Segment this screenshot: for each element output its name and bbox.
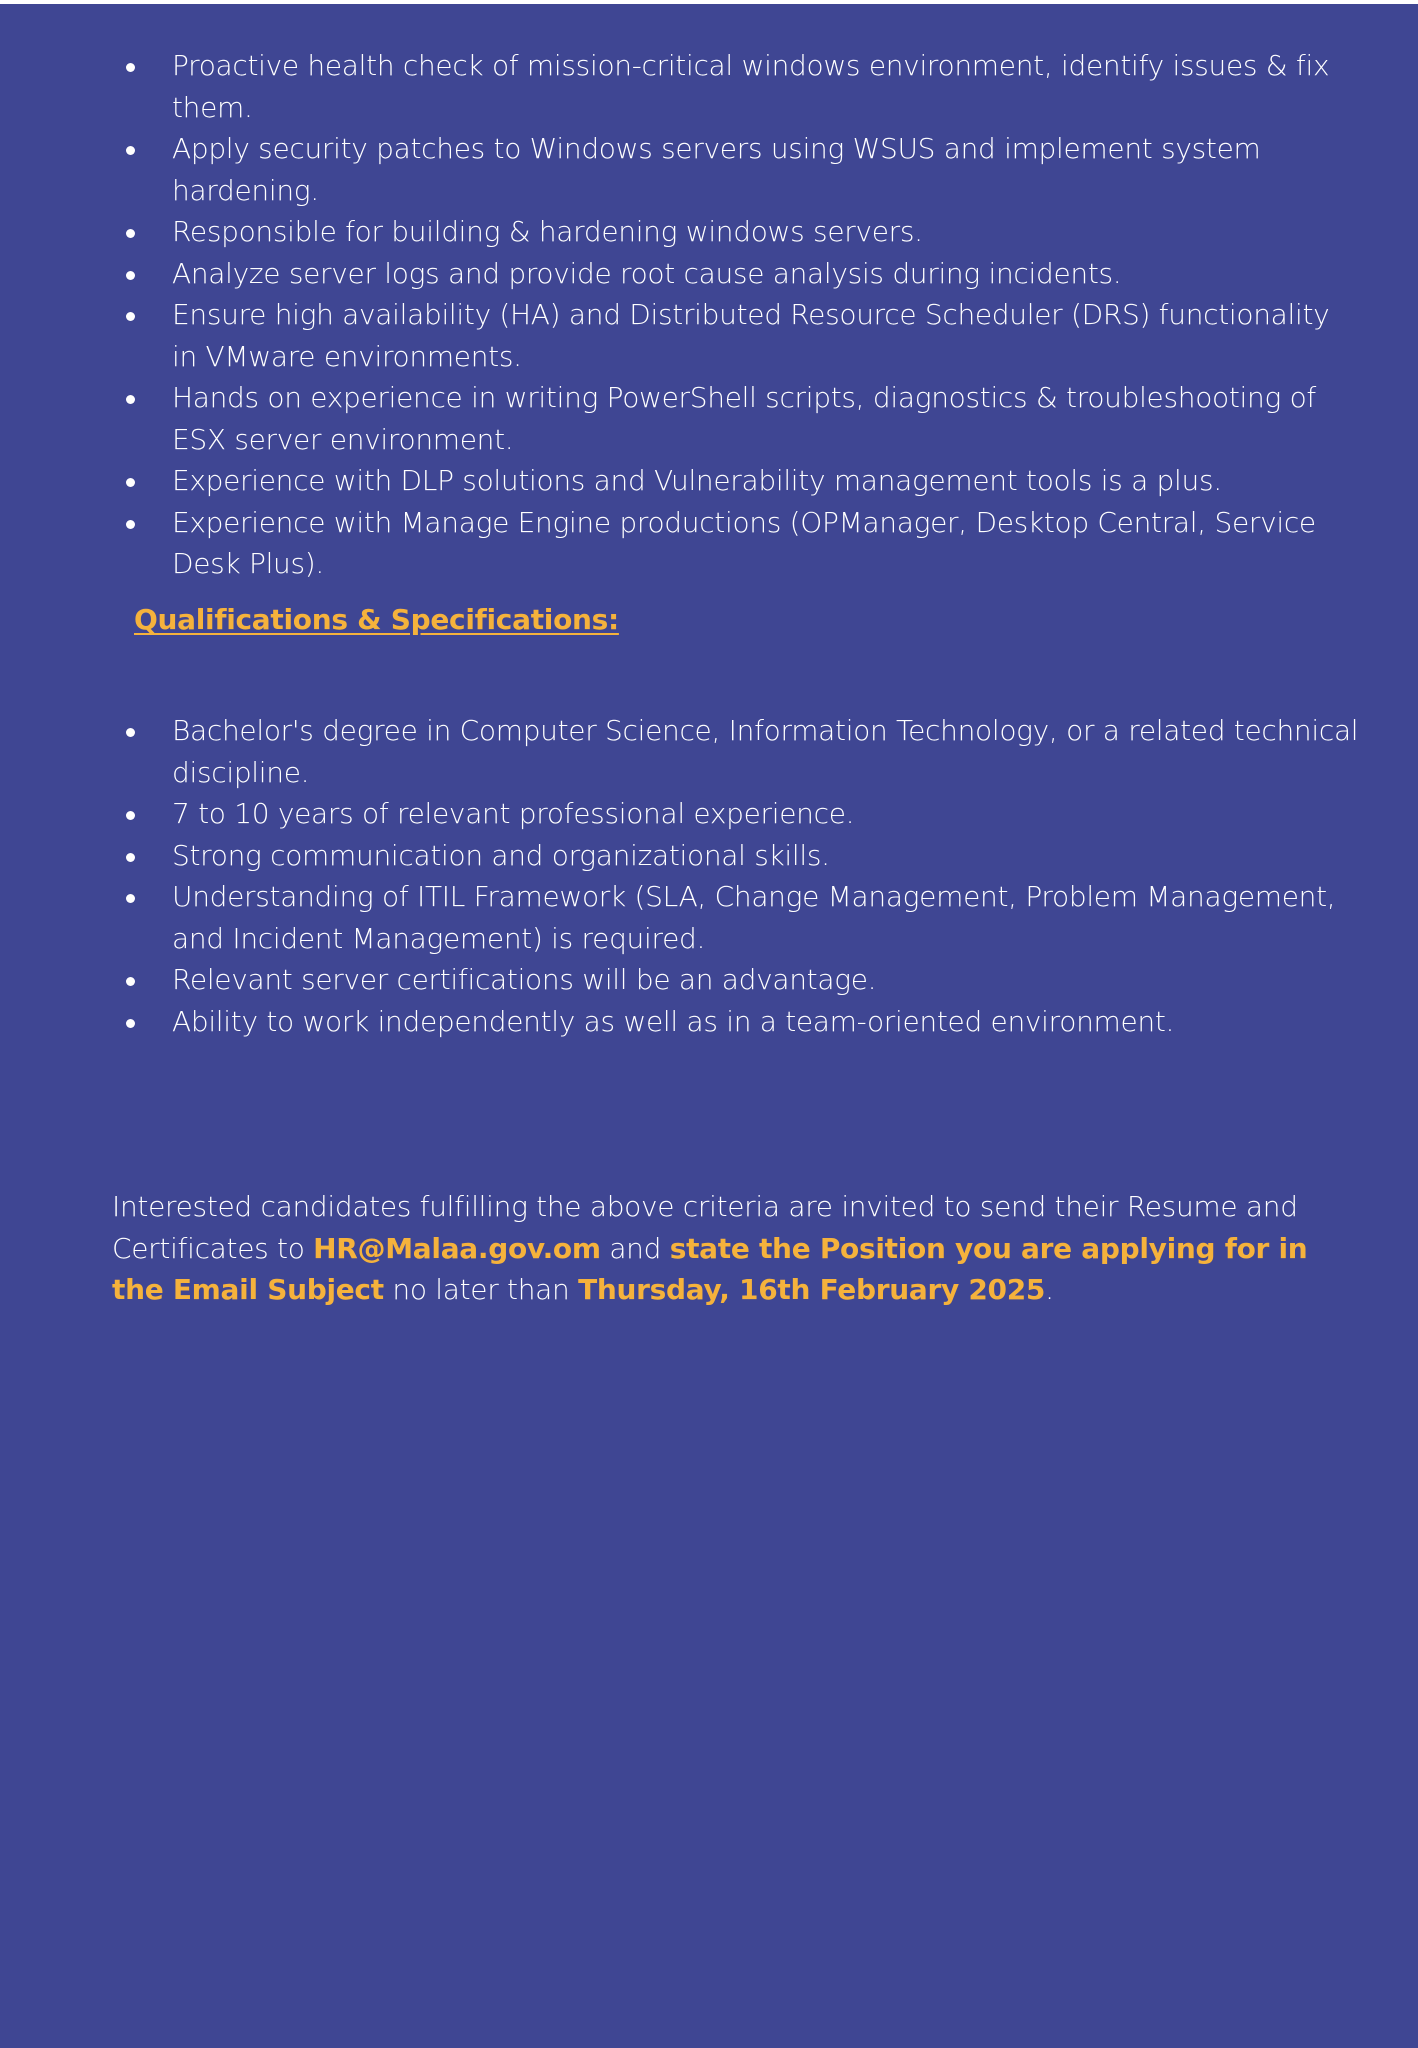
list-item: Strong communication and organizational skills. (112, 835, 1362, 877)
list-item: Understanding of ITIL Framework (SLA, Change Management, Problem Management, and Incident Management) is required. (112, 876, 1362, 959)
duties-list (112, 45, 1362, 585)
closing-intro: Interested candidates fulfilling the above criteria are invited to send their Resume and Certificates to (112, 1190, 1298, 1265)
application-instructions (112, 1186, 1342, 1311)
deadline-date: Thursday, 16th February 2025 (578, 1273, 1046, 1306)
closing-end: . (1045, 1273, 1054, 1306)
list-item: Ensure high availability (HA) and Distributed Resource Scheduler (DRS) functionality in VMware environments. (112, 294, 1362, 377)
list-item: Hands on experience in writing PowerShell scripts, diagnostics & troubleshooting of ESX server environment. (112, 377, 1362, 460)
closing-and: and (600, 1231, 670, 1265)
list-item: Bachelor's degree in Computer Science, Information Technology, or a related technical discipline. (112, 710, 1362, 793)
list-item: 7 to 10 years of relevant professional experience. (112, 793, 1362, 835)
list-item: Proactive health check of mission-critical windows environment, identify issues & fix them. (112, 45, 1362, 128)
closing-no-later: no later than (383, 1273, 579, 1306)
list-item: Experience with Manage Engine productions (OPManager, Desktop Central, Service Desk Plus). (112, 502, 1362, 585)
list-item: Apply security patches to Windows servers using WSUS and implement system hardening. (112, 128, 1362, 211)
list-item: Relevant server certifications will be an advantage. (112, 959, 1362, 1001)
qualifications-list (112, 710, 1362, 1042)
qualifications-heading: Qualifications & Specifications: (134, 603, 619, 636)
list-item: Experience with DLP solutions and Vulnerability management tools is a plus. (112, 460, 1362, 502)
contact-email-link[interactable]: HR@Malaa.gov.om (313, 1231, 601, 1265)
subject-instruction: state the Position you are applying for in the Email Subject (112, 1231, 1308, 1306)
list-item: Ability to work independently as well as in a team-oriented environment. (112, 1001, 1362, 1043)
list-item: Responsible for building & hardening windows servers. (112, 211, 1362, 253)
list-item: Analyze server logs and provide root cause analysis during incidents. (112, 253, 1362, 295)
